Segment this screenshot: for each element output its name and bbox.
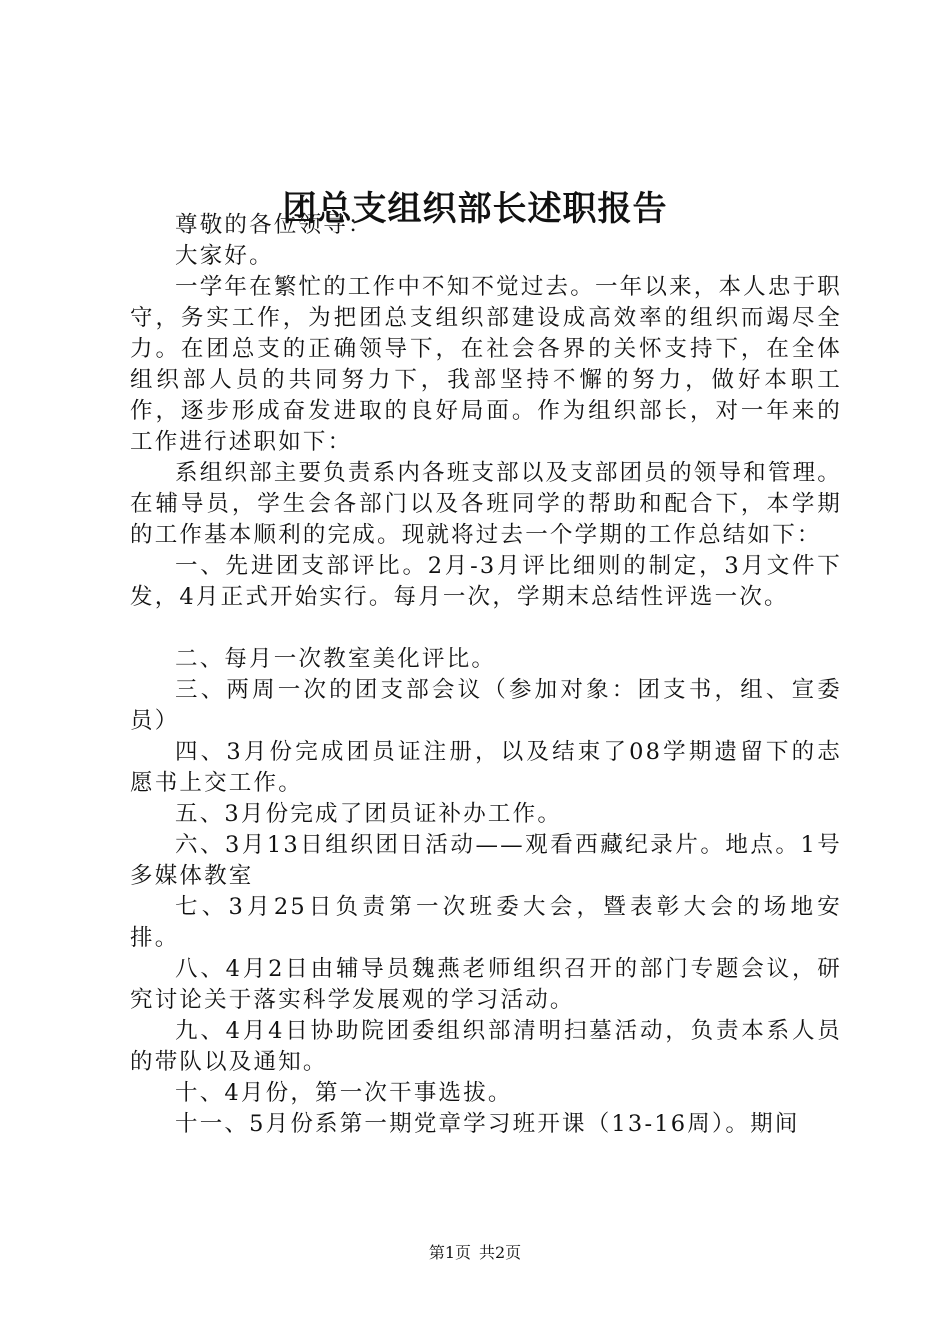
- page-total: 共2页: [479, 1243, 522, 1262]
- document-title: 团总支组织部长述职报告: [282, 189, 668, 229]
- list-item-7: 七、3月25日负责第一次班委大会，暨表彰大会的场地安排。: [130, 894, 842, 951]
- list-item-3: 三、两周一次的团支部会议（参加对象：团支书，组、宣委员）: [130, 677, 842, 734]
- greeting: 大家好。: [175, 243, 274, 269]
- list-item-11: 十一、5月份系第一期党章学习班开课（13-16周）。期间: [175, 1111, 800, 1137]
- document-body: [130, 210, 842, 1140]
- list-item-4: 四、3月份完成团员证注册，以及结束了08学期遗留下的志愿书上交工作。: [130, 739, 842, 796]
- salutation: 尊敬的各位领导：: [175, 212, 373, 238]
- list-item-2: 二、每月一次教室美化评比。: [175, 646, 497, 672]
- scope-paragraph: 系组织部主要负责系内各班支部以及支部团员的领导和管理。在辅导员，学生会各部门以及各班同学的帮助和配合下，本学期的工作基本顺利的完成。现就将过去一个学期的工作总结如下：: [130, 460, 842, 548]
- list-item-1: 一、先进团支部评比。2月-3月评比细则的制定，3月文件下发，4月正式开始实行。每月一次，学期末总结性评选一次。: [130, 553, 842, 610]
- list-item-9: 九、4月4日协助院团委组织部清明扫墓活动，负责本系人员的带队以及通知。: [130, 1018, 842, 1075]
- list-item-10: 十、4月份，第一次干事选拔。: [175, 1080, 513, 1106]
- intro-paragraph: 一学年在繁忙的工作中不知不觉过去。一年以来，本人忠于职守，务实工作，为把团总支组织部建设成高效率的组织而竭尽全力。在团总支的正确领导下，在社会各界的关怀支持下，在全体组织部人员的共同努力下，我部坚持不懈的努力，做好本职工作，逐步形成奋发进取的良好局面。作为组织部长，对一年来的工作进行述职如下：: [130, 274, 842, 455]
- page-footer: [0, 1241, 950, 1265]
- page-number: 第1页: [428, 1243, 471, 1262]
- list-item-8: 八、4月2日由辅导员魏燕老师组织召开的部门专题会议，研究讨论关于落实科学发展观的学习活动。: [130, 956, 842, 1013]
- list-item-5: 五、3月份完成了团员证补办工作。: [175, 801, 563, 827]
- list-item-6: 六、3月13日组织团日活动——观看西藏纪录片。地点。1号多媒体教室: [130, 832, 842, 889]
